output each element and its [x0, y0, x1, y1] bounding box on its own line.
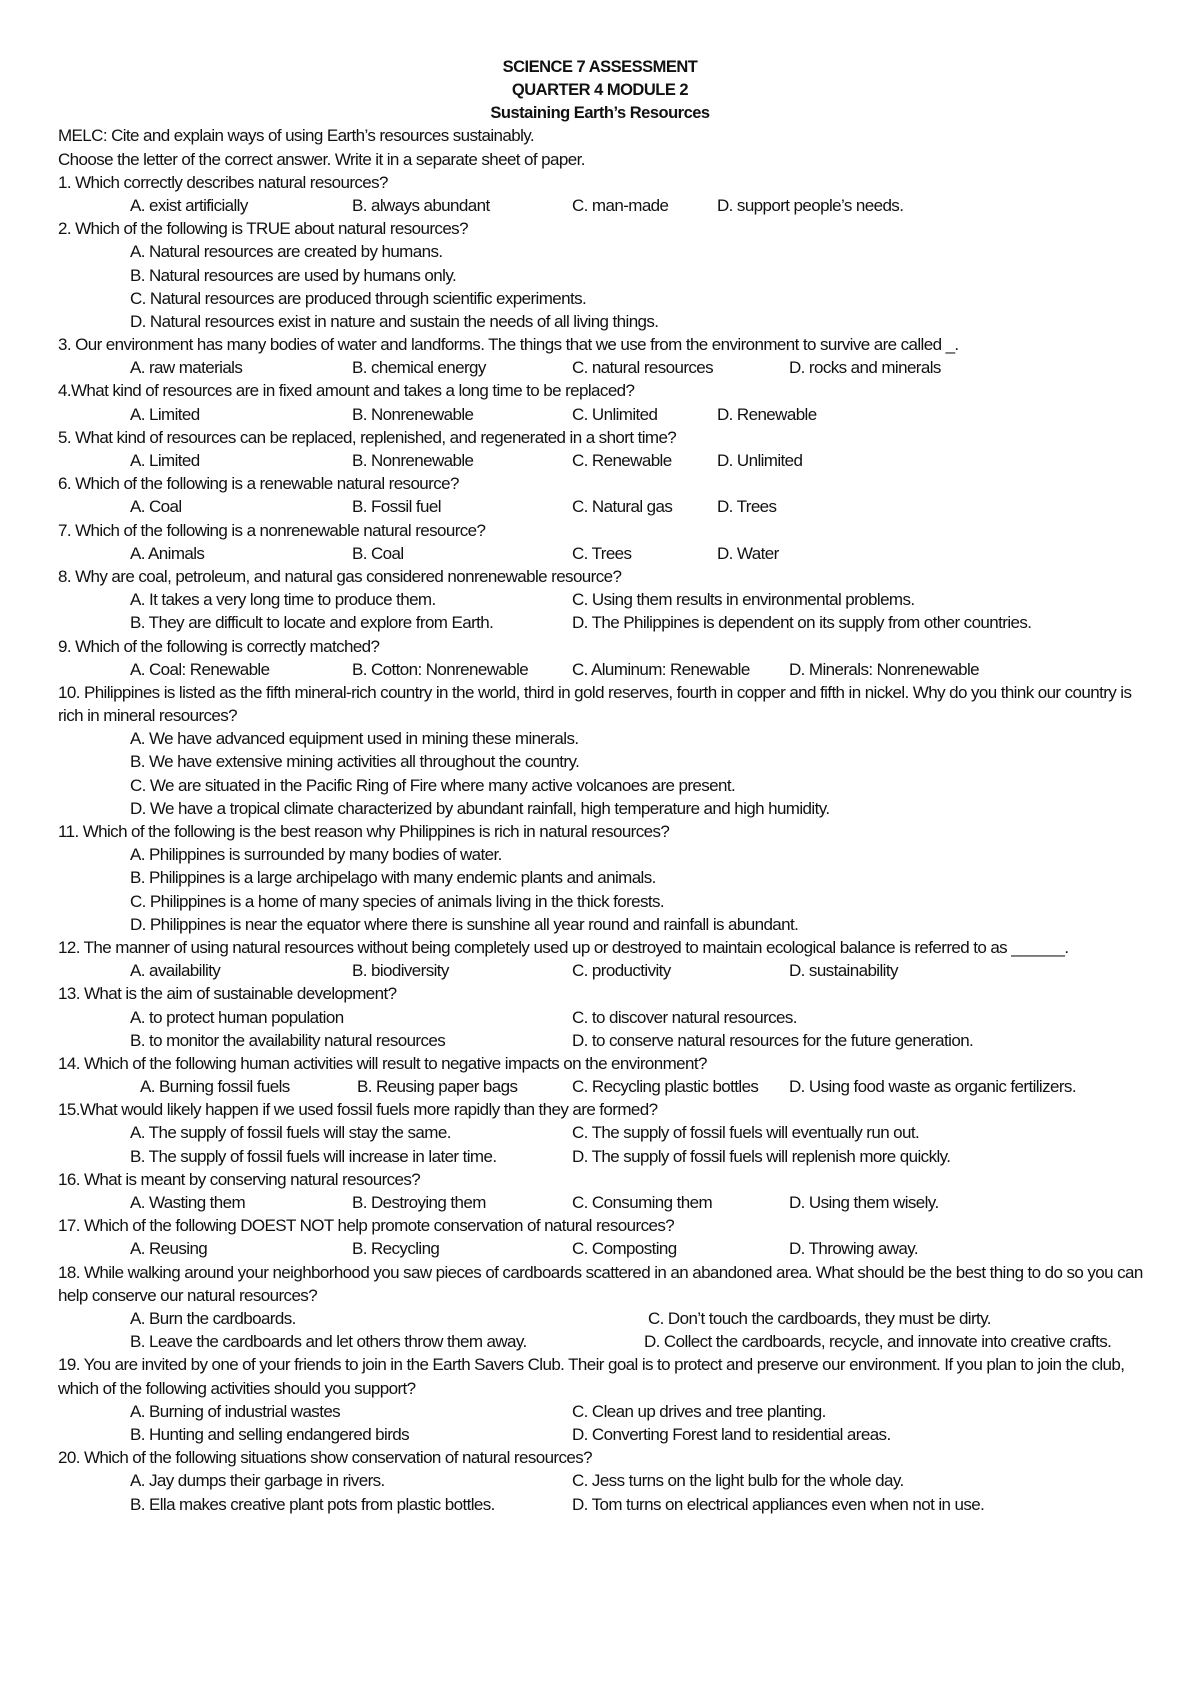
option-c: C. Renewable [572, 451, 672, 471]
option-d: D. Tom turns on electrical appliances even when not in use. [572, 1494, 985, 1514]
option-a: A. Coal: Renewable [130, 659, 270, 679]
option-b: B. Coal [352, 543, 404, 563]
question-18-options-row1 [0, 1307, 1200, 1330]
option-b: B. Nonrenewable [352, 404, 474, 424]
melc-statement: MELC: Cite and explain ways of using Earth’s resources sustainably. [58, 126, 535, 146]
option-c: C. natural resources [572, 358, 714, 378]
question-5-options [0, 449, 1200, 472]
option-d: D. Unlimited [717, 451, 803, 471]
question-10: 10. Philippines is listed as the fifth mineral-rich country in the world, third in gold reserves, fourth in copper and fifth in nickel. Why do you think our country is rich in mineral resources? [58, 682, 1132, 726]
option-a: A. Burning fossil fuels [140, 1077, 290, 1097]
option-a: A. Natural resources are created by humans. [130, 242, 443, 262]
option-b: B. always abundant [352, 195, 490, 215]
option-d: D. Throwing away. [789, 1239, 919, 1259]
instructions: Choose the letter of the correct answer. Write it in a separate sheet of paper. [58, 149, 585, 169]
option-b: B. Hunting and selling endangered birds [130, 1424, 410, 1444]
option-a: A. The supply of fossil fuels will stay the same. [130, 1123, 451, 1143]
option-d: D. support people’s needs. [717, 195, 904, 215]
question-15-options-row2 [0, 1145, 1200, 1168]
option-d: D. Using them wisely. [789, 1193, 939, 1213]
option-b: B. Natural resources are used by humans only. [130, 265, 457, 285]
option-c: C. Consuming them [572, 1193, 713, 1213]
option-a: A. We have advanced equipment used in mining these minerals. [130, 729, 579, 749]
question-3-options [0, 356, 1200, 379]
question-4-options [0, 403, 1200, 426]
option-c: C. Philippines is a home of many species of animals living in the thick forests. [130, 891, 665, 911]
option-b: B. biodiversity [352, 961, 449, 981]
question-19: 19. You are invited by one of your friends to join in the Earth Savers Club. Their goal is to protect and preserve our environment. If you plan to join the club, which of the following activities should you support? [58, 1355, 1125, 1398]
option-b: B. Leave the cardboards and let others throw them away. [130, 1332, 527, 1352]
option-d: D. We have a tropical climate characterized by abundant rainfall, high temperature and high humidity. [130, 798, 830, 818]
question-4: 4.What kind of resources are in fixed amount and takes a long time to be replaced? [58, 381, 635, 401]
option-d: D. The supply of fossil fuels will replenish more quickly. [572, 1146, 951, 1166]
option-a: A. Reusing [130, 1239, 208, 1259]
question-7-options [0, 542, 1200, 565]
option-d: D. rocks and minerals [789, 358, 941, 378]
option-a: A. Animals [130, 543, 205, 563]
question-8-options-row1 [0, 588, 1200, 611]
option-a: A. exist artificially [130, 195, 248, 215]
question-20-options-row2 [0, 1493, 1200, 1516]
question-19-options-row1 [0, 1400, 1200, 1423]
question-6: 6. Which of the following is a renewable natural resource? [58, 474, 459, 494]
question-1-options [0, 194, 1200, 217]
question-2: 2. Which of the following is TRUE about natural resources? [58, 219, 468, 239]
option-b: B. We have extensive mining activities all throughout the country. [130, 752, 580, 772]
question-17: 17. Which of the following DOEST NOT help promote conservation of natural resources? [58, 1216, 675, 1236]
option-d: D. Natural resources exist in nature and sustain the needs of all living things. [130, 311, 659, 331]
option-c: C. Don’t touch the cardboards, they must be dirty. [648, 1309, 991, 1329]
option-c: C. Composting [572, 1239, 677, 1259]
question-5: 5. What kind of resources can be replaced, replenished, and regenerated in a short time? [58, 427, 677, 447]
option-d: D. Minerals: Nonrenewable [789, 659, 980, 679]
question-16: 16. What is meant by conserving natural resources? [58, 1169, 421, 1189]
option-c: C. Recycling plastic bottles [572, 1077, 759, 1097]
question-20-options-row1 [0, 1469, 1200, 1492]
question-8: 8. Why are coal, petroleum, and natural gas considered nonrenewable resource? [58, 566, 622, 586]
option-c: C. Using them results in environmental problems. [572, 590, 915, 610]
question-17-options [0, 1237, 1200, 1260]
option-b: B. Cotton: Nonrenewable [352, 659, 529, 679]
question-13: 13. What is the aim of sustainable development? [58, 984, 397, 1004]
option-b: B. to monitor the availability natural resources [130, 1030, 446, 1050]
option-d: D. Trees [717, 497, 777, 517]
option-c: C. to discover natural resources. [572, 1007, 797, 1027]
option-d: D. sustainability [789, 961, 898, 981]
question-18-options-row2 [0, 1330, 1200, 1353]
question-9: 9. Which of the following is correctly matched? [58, 636, 380, 656]
option-d: D. Philippines is near the equator where there is sunshine all year round and rainfall is abundant. [130, 914, 799, 934]
option-d: D. to conserve natural resources for the future generation. [572, 1030, 974, 1050]
option-c: C. Clean up drives and tree planting. [572, 1401, 826, 1421]
document-topic: Sustaining Earth’s Resources [490, 103, 710, 122]
option-d: D. Converting Forest land to residential areas. [572, 1424, 891, 1444]
option-a: A. It takes a very long time to produce them. [130, 590, 436, 610]
option-a: A. Coal [130, 497, 182, 517]
document-subtitle: QUARTER 4 MODULE 2 [511, 80, 689, 99]
option-c: C. Jess turns on the light bulb for the whole day. [572, 1471, 904, 1491]
option-b: B. Ella makes creative plant pots from plastic bottles. [130, 1494, 495, 1514]
question-6-options [0, 495, 1200, 518]
option-a: A. Burn the cardboards. [130, 1309, 296, 1329]
option-d: D. Collect the cardboards, recycle, and innovate into creative crafts. [644, 1332, 1112, 1352]
option-b: B. Nonrenewable [352, 451, 474, 471]
question-20: 20. Which of the following situations show conservation of natural resources? [58, 1448, 593, 1468]
option-a: A. raw materials [130, 358, 243, 378]
option-b: B. chemical energy [352, 358, 486, 378]
option-c: C. Aluminum: Renewable [572, 659, 750, 679]
question-14: 14. Which of the following human activities will result to negative impacts on the environment? [58, 1053, 707, 1073]
option-b: B. Recycling [352, 1239, 440, 1259]
option-d: D. Using food waste as organic fertilizers. [789, 1077, 1076, 1097]
option-c: C. Natural gas [572, 497, 673, 517]
option-d: D. Renewable [717, 404, 817, 424]
option-c: C. man-made [572, 195, 669, 215]
option-b: B. Fossil fuel [352, 497, 441, 517]
document-title: SCIENCE 7 ASSESSMENT [502, 58, 698, 76]
question-8-options-row2 [0, 611, 1200, 634]
question-16-options [0, 1191, 1200, 1214]
option-a: A. availability [130, 961, 221, 981]
question-3: 3. Our environment has many bodies of water and landforms. The things that we use from the environment to survive are called _. [58, 335, 959, 355]
question-18: 18. While walking around your neighborhood you saw pieces of cardboards scattered in an abandoned area. What should be the best thing to do so you can help conserve our natural resources? [58, 1262, 1143, 1305]
option-b: B. Philippines is a large archipelago with many endemic plants and animals. [130, 868, 656, 888]
option-b: B. Reusing paper bags [357, 1077, 518, 1097]
option-a: A. Philippines is surrounded by many bodies of water. [130, 845, 502, 865]
option-a: A. Jay dumps their garbage in rivers. [130, 1471, 385, 1491]
question-7: 7. Which of the following is a nonrenewable natural resource? [58, 520, 486, 540]
option-a: A. Burning of industrial wastes [130, 1401, 341, 1421]
option-d: D. Water [717, 543, 779, 563]
option-c: C. productivity [572, 961, 671, 981]
question-13-options-row1 [0, 1006, 1200, 1029]
option-a: A. Limited [130, 451, 200, 471]
option-a: A. to protect human population [130, 1007, 344, 1027]
question-9-options [0, 658, 1200, 681]
option-c: C. Trees [572, 543, 632, 563]
option-c: C. We are situated in the Pacific Ring of Fire where many active volcanoes are present. [130, 775, 736, 795]
question-14-options [0, 1075, 1200, 1098]
option-b: B. Destroying them [352, 1193, 486, 1213]
question-1: 1. Which correctly describes natural resources? [58, 172, 388, 192]
option-a: A. Limited [130, 404, 200, 424]
question-15-options-row1 [0, 1121, 1200, 1144]
option-c: C. Unlimited [572, 404, 658, 424]
question-12-options [0, 959, 1200, 982]
option-d: D. The Philippines is dependent on its supply from other countries. [572, 613, 1032, 633]
option-a: A. Wasting them [130, 1193, 246, 1213]
question-11: 11. Which of the following is the best reason why Philippines is rich in natural resources? [58, 822, 670, 842]
question-12: 12. The manner of using natural resources without being completely used up or destroyed to maintain ecological balance is referred to as ______. [58, 937, 1069, 957]
question-13-options-row2 [0, 1029, 1200, 1052]
option-c: C. The supply of fossil fuels will eventually run out. [572, 1123, 920, 1143]
option-b: B. The supply of fossil fuels will increase in later time. [130, 1146, 497, 1166]
option-b: B. They are difficult to locate and explore from Earth. [130, 613, 494, 633]
question-15: 15.What would likely happen if we used fossil fuels more rapidly than they are formed? [58, 1100, 658, 1120]
option-c: C. Natural resources are produced through scientific experiments. [130, 288, 587, 308]
question-19-options-row2 [0, 1423, 1200, 1446]
